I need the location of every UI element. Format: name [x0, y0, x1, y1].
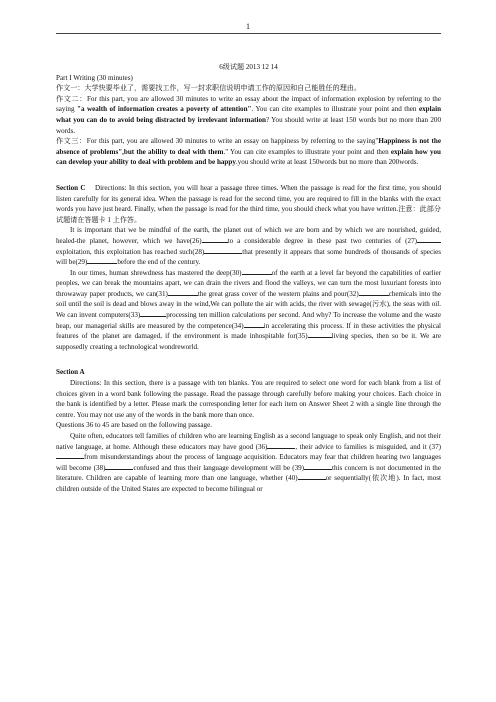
section-a-directions: Directions: In this section, there is a passage with ten blanks. You are required to select one word for each blank from a list of choices given in a word bank following the passage. Read the passage through carefully before making your choices. Each choice in the bank is identified by a letter. Please mark the corresponding letter for each item on Answer Sheet 2 with a single line through the centre. You may not use any of the words in the bank more than once. [56, 379, 441, 419]
section-c-paragraph-2: In our times, human shrewdness has mastered the deep(30) of the earth at a level far beyond the capabilities of earlier peoples, we can break the mountains apart, we can drain the rivers and flood the valleys, we can turn the most luxuriant forests into throwaway paper products, we can(31) the great grass cover of the western plains and pour(32) chemicals into the soil until the soil is dead and blows away in the wind,We can pollute the air with acids, the river with sewage(污水), the seas with oil. We can invent computers(33) processing ten million calculations per second. And why? To increase the volume and the waste heap, our managerial skills are measured by the competence(34) in accelerating this process. If in these activities the physical features of the planet are damaged, if the environment is made inhospitable for(35) living species, then so be it. We are supposedly creating a technological wondreworld. [56, 268, 442, 351]
essay-topic-1: 作文一：大学快要毕业了，需要找工作，写一封求职信说明申请工作的原因和自己能胜任的理由。 [56, 84, 362, 93]
section-a-note: Questions 36 to 45 are based on the following passage. [56, 421, 213, 430]
essay-topic-2: 作文二：For this part, you are allowed 30 minutes to write an essay about the impact of information explosion by referring to the saying "a wealth of information creates a poverty of attention". You can cite examples to illustrate your point and then explain what you can do to avoid being distracted by irrelevant information? You should write at least 150 words but no more than 200 words. [56, 94, 442, 135]
section-a-paragraph-1: Quite often, educators tell families of children who are learning English as a second language to speak only English, and not their native language, at home. Although these educators may have good (36) , their advice to families is misguided, and it (37)from misunderstandings about the process of language acquisition. Educators may fear that children hearing two languages will become (38) confused and thus their language development will be (39) this concern is not documented in the literature. Children are capable of learning more than one language, whether (40) or sequentially(依次地). In fact, most children outside of the United States are expected to become bilingual or [56, 432, 442, 493]
document-body [56, 46, 441, 495]
header-rule [56, 33, 441, 34]
page-number: 1 [246, 22, 250, 31]
section-c-directions: Section C Directions: In this section, you will hear a passage three times. When the passage is read for the first time, you should listen carefully for its general idea. When the passage is read for the second time, you are required to fill in the blanks with the exact words you have just heard. Finally, when the passage is read for the third time, you should check what you have written.注意：此部分试题请在答题卡 1 上作答。 [56, 183, 442, 224]
section-a-heading: Section A [56, 368, 85, 377]
essay-topic-3: 作文三：For this part, you are allowed 30 minutes to write an essay on happiness by referring to the saying"Happiness is not the absence of problems",but the ability to deal with them." You can cite examples to illustrate your point and then explain how you can develop your ability to deal with problem and be happy.you should write at least 150words but no more than 200words. [56, 137, 441, 167]
section-c-heading: Section C [56, 183, 86, 192]
exam-title: 6级试题 2013 12 14 [219, 63, 278, 71]
part1-heading: Part I Writing (30 minutes) [56, 73, 133, 82]
section-c-paragraph-1: It is important that we be mindful of the earth, the planet out of which we are born and by which we are nourished, guided, healed-the planet, however, which we have(26) to a considerable degree in these past two centuries of (27)exploitation, this exploitation has reached such(28) that presently it appears that some hundreds of thousands of species will be(29) before the end of the century. [56, 226, 441, 267]
